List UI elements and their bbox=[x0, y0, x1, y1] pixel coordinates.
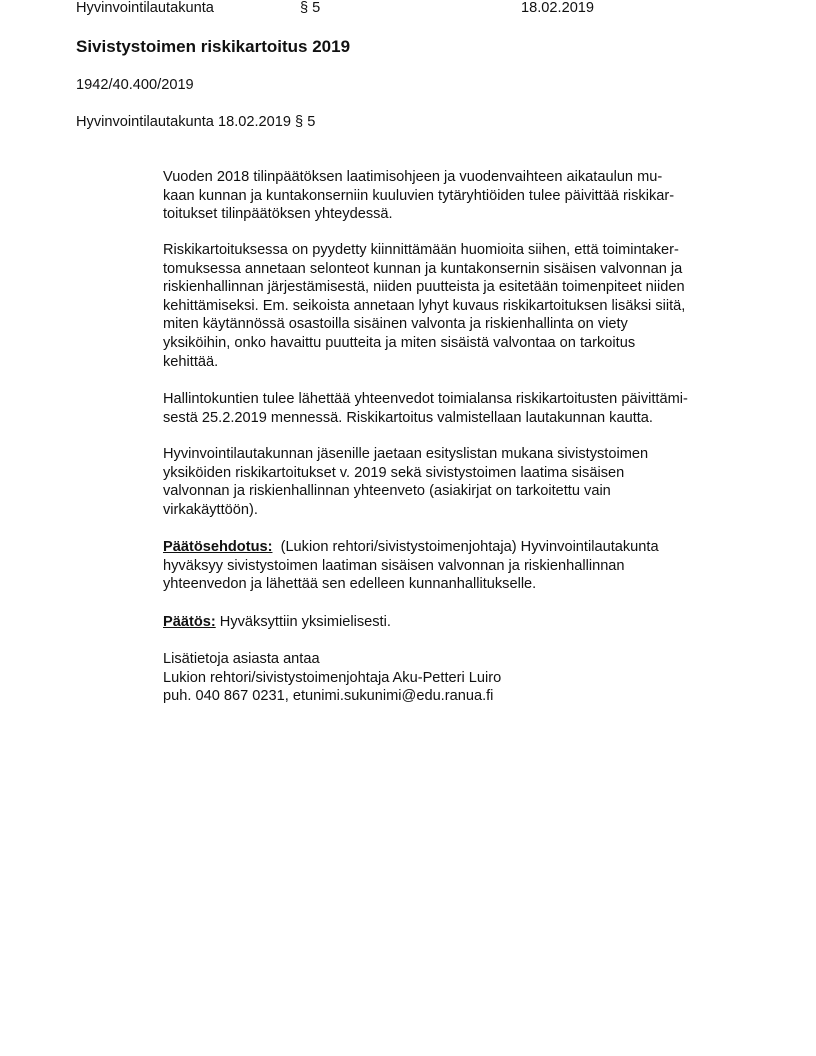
text-line: kehittämiseksi. Em. seikoista annetaan lyhyt kuvaus riskikartoituksen lisäksi siitä, bbox=[163, 297, 686, 314]
text-line: hyväksyy sivistystoimen laatiman sisäisen valvonnan ja riskienhallinnan bbox=[163, 557, 625, 574]
header-date: 18.02.2019 bbox=[521, 0, 595, 16]
decision-proposal bbox=[163, 538, 659, 594]
text-line: Hallintokuntien tulee lähettää yhteenvedot toimialansa riskikartoitusten päivittämi- bbox=[163, 391, 688, 407]
text-line: yhteenvedon ja lähettää sen edelleen kunnanhallitukselle. bbox=[163, 576, 537, 593]
text-line: Hyvinvointilautakunnan jäsenille jaetaan esityslistan mukana sivistystoimen bbox=[163, 446, 649, 462]
header-section: § 5 bbox=[300, 0, 321, 16]
paragraph-1 bbox=[163, 168, 674, 224]
meeting-reference: Hyvinvointilautakunta 18.02.2019 § 5 bbox=[76, 114, 316, 130]
text-line: virkakäyttöön). bbox=[163, 501, 258, 518]
text-line: kaan kunnan ja kuntakonserniin kuuluvien tytäryhtiöiden tulee päivittää riskikar- bbox=[163, 187, 675, 204]
text-line: yksiköiden riskikartoitukset v. 2019 sekä sivistystoimen laatima sisäisen bbox=[163, 464, 625, 481]
text-line: miten käytännössä osastoilla sisäinen valvonta ja riskienhallinta on viety bbox=[163, 316, 628, 333]
text-line: kehittää. bbox=[163, 353, 219, 370]
paragraph-2 bbox=[163, 241, 685, 371]
text-line: valvonnan ja riskienhallinnan yhteenveto (asiakirjat on tarkoitettu vain bbox=[163, 483, 611, 500]
text-line: Vuoden 2018 tilinpäätöksen laatimisohjeen ja vuodenvaihteen aikataulun mu- bbox=[163, 169, 663, 185]
text-line: puh. 040 867 0231, etunimi.sukunimi@edu.ranua.fi bbox=[163, 688, 494, 705]
header-committee: Hyvinvointilautakunta bbox=[76, 0, 214, 16]
decision-text: Hyväksyttiin yksimielisesti. bbox=[219, 614, 391, 630]
proposal-label: Päätösehdotus: bbox=[163, 539, 273, 555]
reference-number: 1942/40.400/2019 bbox=[76, 77, 194, 93]
paragraph-3 bbox=[163, 390, 688, 427]
decision bbox=[163, 613, 391, 632]
document-title: Sivistystoimen riskikartoitus 2019 bbox=[76, 37, 351, 56]
text-line: tomuksessa annetaan selonteot kunnan ja kuntakonsernin sisäisen valvonnan ja bbox=[163, 260, 683, 277]
text-line: yksiköihin, onko havaittu puutteita ja miten sisäistä valvontaa on tarkoitus bbox=[163, 334, 636, 351]
text-line: riskienhallinnan järjestämisestä, niiden puutteista ja esitetään toimenpiteet niiden bbox=[163, 279, 685, 296]
text-line: sestä 25.2.2019 mennessä. Riskikartoitus valmistellaan lautakunnan kautta. bbox=[163, 409, 653, 426]
text-line: Lukion rehtori/sivistystoimenjohtaja Aku-Petteri Luiro bbox=[163, 669, 502, 686]
paragraph-4 bbox=[163, 445, 648, 519]
text-line: Lisätietoja asiasta antaa bbox=[163, 651, 320, 667]
decision-label: Päätös: bbox=[163, 614, 216, 630]
text-line: toitukset tilinpäätöksen yhteydessä. bbox=[163, 206, 393, 223]
text-line: Riskikartoituksessa on pyydetty kiinnittämään huomioita siihen, että toimintaker- bbox=[163, 242, 679, 258]
contact-info bbox=[163, 650, 501, 706]
text-line: (Lukion rehtori/sivistystoimenjohtaja) Hyvinvointilautakunta bbox=[280, 539, 659, 555]
